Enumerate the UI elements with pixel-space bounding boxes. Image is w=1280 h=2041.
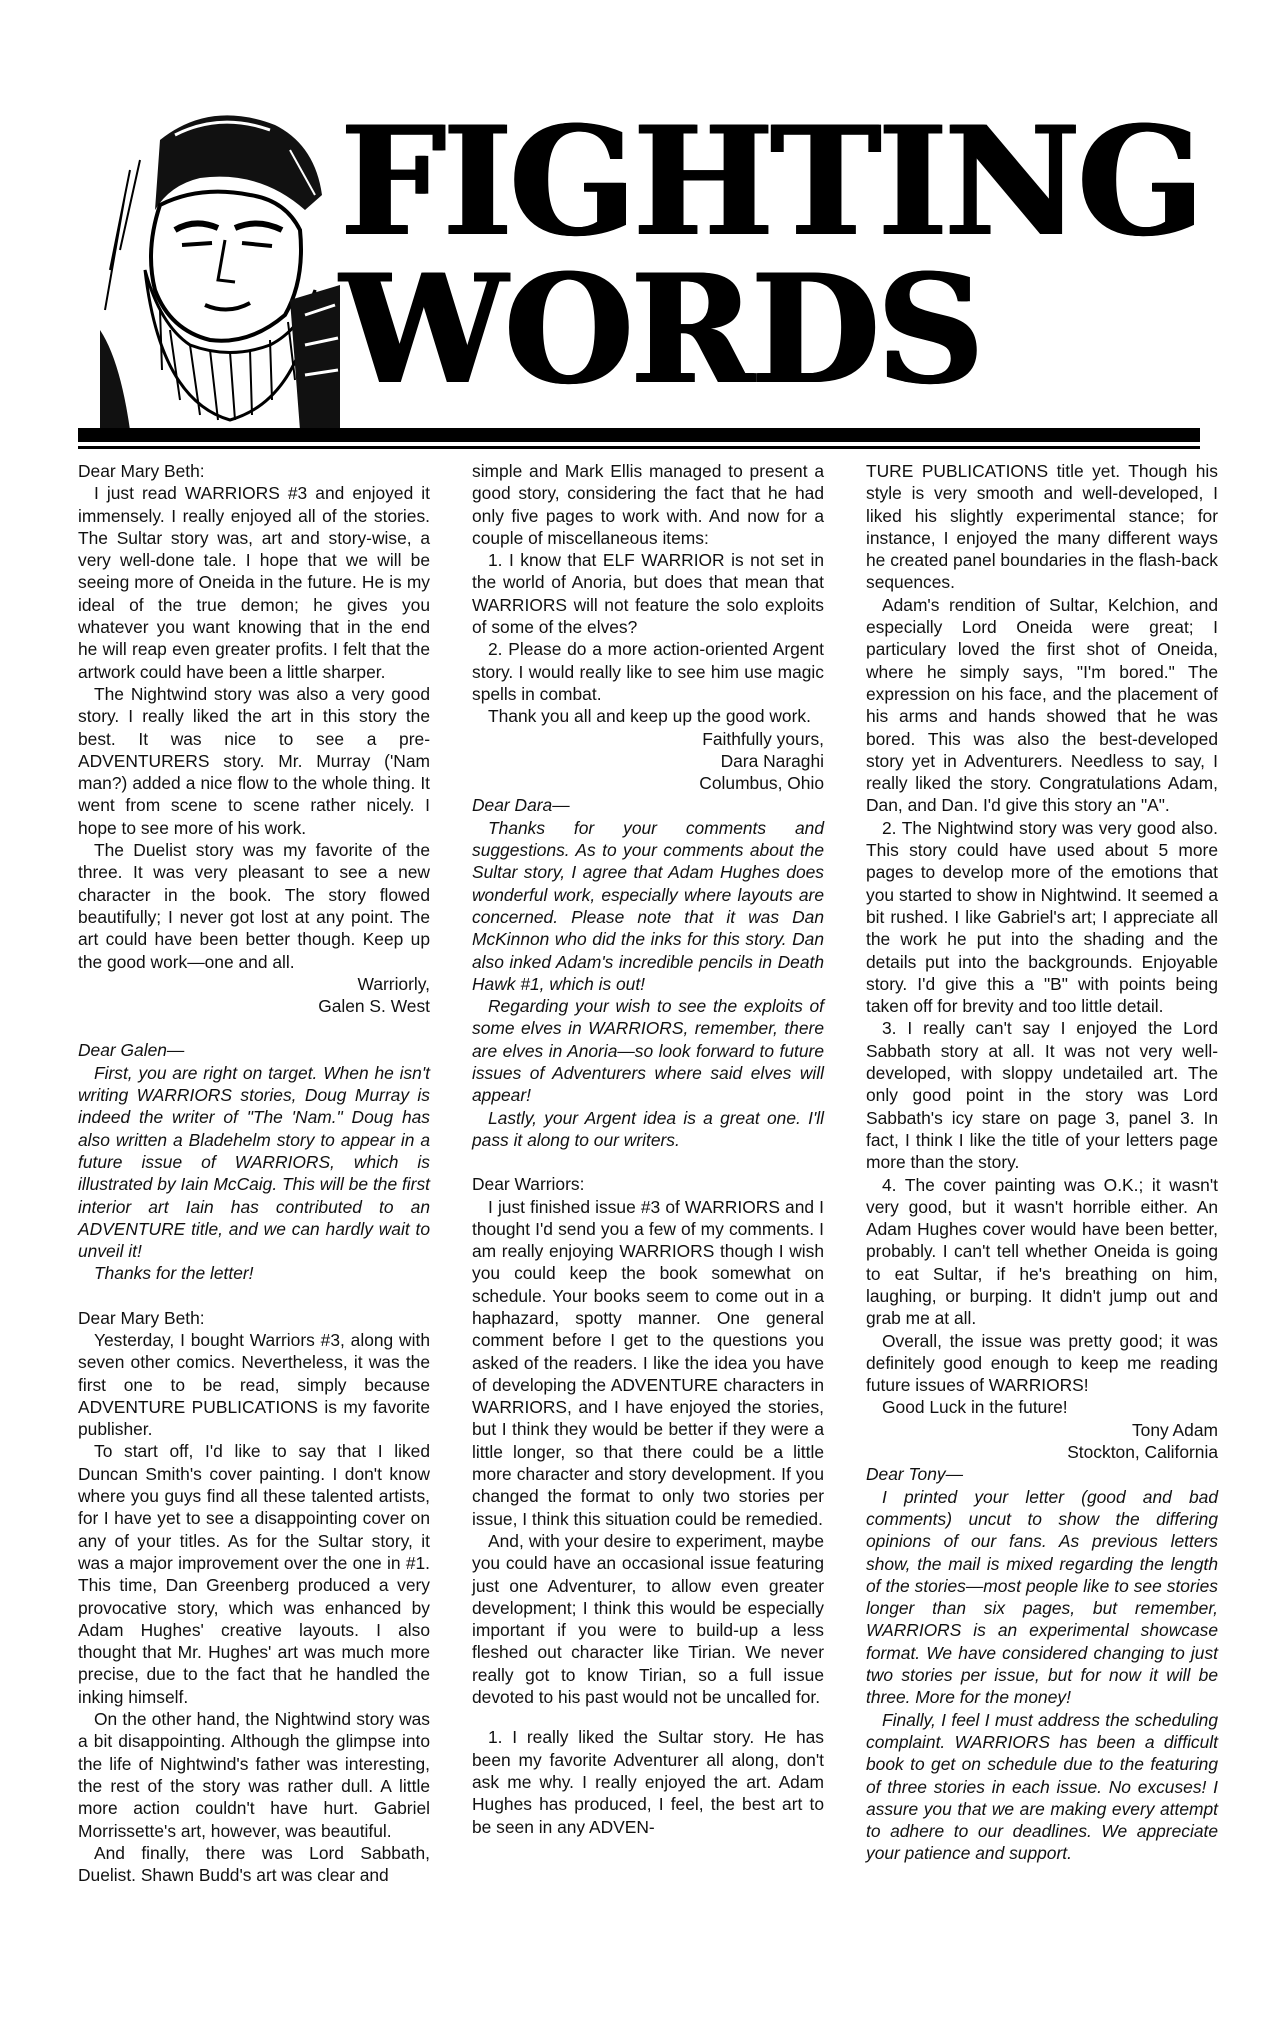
editor-reply-salutation: Dear Galen— [78, 1040, 185, 1061]
letter-paragraph: I just read WARRIORS #3 and enjoyed it immensely. I really enjoyed all of the stories. The Sultar story was, art and story-wise, a very well-done tale. I hope that we will be seeing more of Oneida in the future. He is my ideal of the true demon; he gives you whatever you want knowing that in the end he will reap even greater profits. I felt that the artwork could have been a little sharper. [78, 483, 430, 682]
letter-paragraph: Overall, the issue was pretty good; it was definitely good enough to keep me reading future issues of WARRIORS! [866, 1330, 1218, 1396]
letters-column-3 [866, 460, 1218, 1865]
letter-paragraph: Adam's rendition of Sultar, Kelchion, and especially Lord Oneida were great; I particulary loved the first shot of Oneida, where he simply says, "I'm bored." The expression on his face, and the placement of his arms and hands showed that he was bored. This was also the best-developed story yet in Adventurers. Needless to say, I really liked the story. Congratulations Adam, Dan, and Dan. I'd give this story an "A". [866, 594, 1218, 816]
letter-paragraph: simple and Mark Ellis managed to present a good story, considering the fact that he had only five pages to work with. And now for a couple of miscellaneous items: [472, 461, 824, 548]
letter-salutation: Dear Warriors: [472, 1174, 585, 1195]
editor-reply-paragraph: Thanks for the letter! [94, 1263, 254, 1284]
letter-paragraph: The Duelist story was my favorite of the three. It was very pleasant to see a new character in the book. The story flowed beautifully; I never got lost at any point. The art could have been better though. Keep up the good work—one and all. [78, 840, 430, 972]
editor-reply-paragraph: Finally, I feel I must address the scheduling complaint. WARRIORS has been a difficult book to get on schedule due to the featuring of three stories in each issue. No excuses! I assure you that we are making every attempt to adhere to our deadlines. We appreciate your patience and support. [866, 1709, 1218, 1864]
letter-salutation: Dear Mary Beth: [78, 1307, 205, 1328]
letter-spacer [472, 1708, 824, 1726]
title-line-2: WORDS [340, 242, 981, 418]
letter-signature: Stockton, California [1067, 1442, 1218, 1463]
header-rule-thick [78, 428, 1200, 442]
editor-reply-paragraph: First, you are right on target. When he isn't writing WARRIORS stories, Doug Murray is indeed the writer of "The 'Nam." Doug has also written a Bladehelm story to appear in a future issue of WARRIORS, which is illustrated by Iain McCaig. This will be the first interior art Iain has contributed to an ADVENTURE title, and we can hardly wait to unveil it! [78, 1062, 430, 1262]
letter-signature: Faithfully yours, [702, 728, 824, 749]
title-line-1: FIGHTING [340, 94, 1201, 270]
letter-paragraph: And, with your desire to experiment, maybe you could have an occasional issue featuring just one Adventurer, to allow even greater development; I think this would be especially important if you were to build-up a less fleshed out character like Tirian. We never really got to know Tirian, so a full issue devoted to his past would not be uncalled for. [472, 1530, 824, 1708]
letters-column-2 [472, 460, 824, 1838]
letter-paragraph: 2. Please do a more action-oriented Argent story. I would really like to see him use magic spells in combat. [472, 639, 824, 704]
editor-reply-paragraph: Thanks for your comments and suggestions. As to your comments about the Sultar story, I agree that Adam Hughes does wonderful work, especially where layouts are concerned. Please note that it was Dan McKinnon who did the inks for this story. Dan also inked Adam's incredible pencils in Death Hawk #1, which is out! [472, 817, 824, 994]
letter-paragraph: And finally, there was Lord Sabbath, Duelist. Shawn Budd's art was clear and [78, 1842, 430, 1886]
letter-paragraph: To start off, I'd like to say that I liked Duncan Smith's cover painting. I don't know where you guys find all these talented artists, for I have yet to see a disappointing cover on any of your titles. As for the Sultar story, it was a major improvement over the one in #1. This time, Dan Greenberg produced a very provocative story, which was enhanced by Adam Hughes' creative layouts. I also thought that Mr. Hughes' art was much more precise, due to the fact that he handled the inking himself. [78, 1441, 430, 1707]
letter-paragraph: Yesterday, I bought Warriors #3, along with seven other comics. Nevertheless, it was the first one to be read, simply because ADVENTURE PUBLICATIONS is my favorite publisher. [78, 1329, 430, 1440]
letter-spacer [78, 1285, 430, 1307]
editor-reply-salutation: Dear Dara— [472, 795, 570, 816]
letter-paragraph: 2. The Nightwind story was very good also. This story could have used about 5 more pages to develop more of the emotions that you started to show in Nightwind. It seemed a bit rushed. I like Gabriel's art; I appreciate all the work he put into the shading and the details put into the backgrounds. Enjoyable story. I'd give this a "B" with points being taken off for brevity and too little detail. [866, 817, 1218, 1017]
letter-paragraph: Good Luck in the future! [882, 1397, 1068, 1418]
page-header [100, 94, 1201, 430]
page-title [340, 94, 1201, 418]
editor-reply-paragraph: Lastly, your Argent idea is a great one. I'll pass it along to our writers. [472, 1107, 824, 1150]
editor-reply-paragraph: I printed your letter (good and bad comments) uncut to show the differing opinions of our fans. As previous letters show, the mail is mixed regarding the length of the stories—most people like to see stories longer than six pages, but remember, WARRIORS is an experimental showcase format. We have considered changing to just two stories per issue, but for now it will be three. More for the money! [866, 1486, 1218, 1708]
letter-paragraph: Thank you all and keep up the good work. [488, 706, 811, 727]
letter-spacer [472, 1151, 824, 1173]
letter-signature: Columbus, Ohio [699, 773, 824, 794]
letter-paragraph: 1. I know that ELF WARRIOR is not set in the world of Anoria, but does that mean that WARRIORS will not feature the solo exploits of some of the elves? [472, 550, 824, 638]
letter-paragraph: 4. The cover painting was O.K.; it wasn't very good, but it wasn't horrible either. An Adam Hughes cover would have been better, probably. I can't tell whether Oneida is going to eat Sultar, if he's breathing on him, laughing, or burping. It didn't jump out and grab me at all. [866, 1174, 1218, 1329]
editor-reply-salutation: Dear Tony— [866, 1464, 963, 1485]
letter-paragraph: TURE PUBLICATIONS title yet. Though his style is very smooth and well-developed, I liked his slightly experimental stance; for instance, I enjoyed the many different ways he created panel boundaries in the flash-back sequences. [866, 461, 1218, 593]
letter-spacer [78, 1017, 430, 1039]
letter-paragraph: 1. I really liked the Sultar story. He has been my favorite Adventurer all along, don't ask me why. I really enjoyed the art. Adam Hughes has produced, I feel, the best art to be seen in any ADVEN- [472, 1727, 824, 1837]
header-rule-thin [78, 446, 1200, 449]
letter-paragraph: 3. I really can't say I enjoyed the Lord Sabbath story at all. It was not very well-developed, with sloppy undetailed art. The only good point in the story was Lord Sabbath's icy stare on page 3, panel 3. In fact, I think I like the title of your letters page more than the story. [866, 1018, 1218, 1173]
warrior-portrait-illustration [100, 100, 340, 430]
letter-signature: Tony Adam [1131, 1419, 1218, 1440]
letter-paragraph: The Nightwind story was also a very good story. I really liked the art in this story the best. It was nice to see a pre-ADVENTURERS story. Mr. Murray ('Nam man?) added a nice flow to the whole thing. It went from scene to scene rather nicely. I hope to see more of his work. [78, 683, 430, 838]
letter-salutation: Dear Mary Beth: [78, 461, 205, 481]
letter-paragraph: On the other hand, the Nightwind story was a bit disappointing. Although the glimpse into the life of Nightwind's father was interesting, the rest of the story was rather dull. A little more action couldn't have hurt. Gabriel Morrissette's art, however, was beautiful. [78, 1709, 430, 1841]
letter-signature: Warriorly, [357, 973, 430, 994]
letter-paragraph: I just finished issue #3 of WARRIORS and I thought I'd send you a few of my comments. I am really enjoying WARRIORS though I wish you could keep the book somewhat on schedule. Your books seem to come out in a haphazard, spotty manner. One general comment before I get to the questions you asked of the readers. I like the idea you have of developing the ADVENTURE characters in WARRIORS, and I have enjoyed the stories, but I think they would be better if they were a little longer, so that there could be a little more character and story development. If you changed the format to only two stories per issue, I think this situation could be remedied. [472, 1196, 824, 1529]
letter-signature: Galen S. West [318, 996, 430, 1017]
letter-signature: Dara Naraghi [720, 750, 824, 771]
editor-reply-paragraph: Regarding your wish to see the exploits of some elves in WARRIORS, remember, there are elves in Anoria—so look forward to future issues of Adventurers where said elves will appear! [472, 996, 824, 1106]
letters-column-1 [78, 460, 430, 1886]
